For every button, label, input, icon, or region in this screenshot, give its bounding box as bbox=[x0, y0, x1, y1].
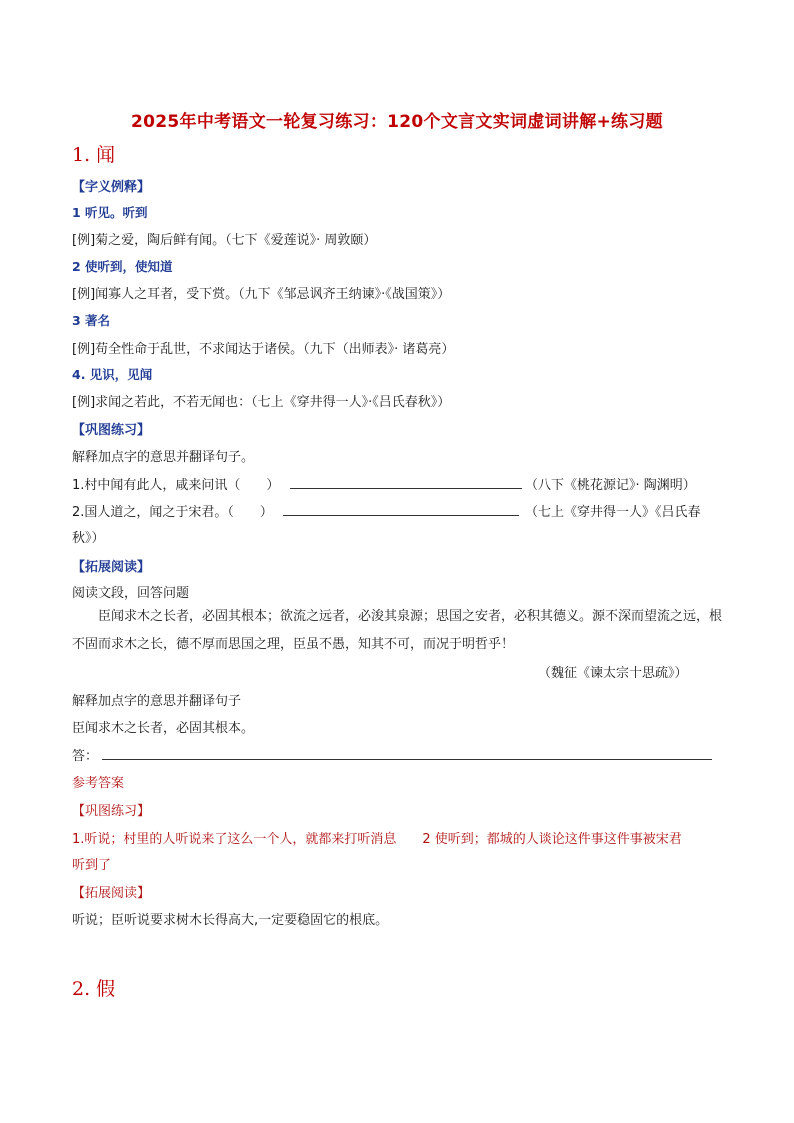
reading-source: （魏征《谏太宗十思疏》） bbox=[538, 666, 688, 681]
answers-reading-text: 听说；臣听说要求树木长得高大,一定要稳固它的根底。 bbox=[72, 913, 389, 928]
practice-section-heading: 【巩图练习】 bbox=[72, 423, 151, 438]
sense-example-2: [例]闻寡人之耳者，受下赏。（九下《邹忌讽齐王纳谏》·《战国策》） bbox=[72, 287, 451, 302]
answer-label: 答： bbox=[72, 749, 99, 764]
answers-practice-heading: 【巩图练习】 bbox=[72, 804, 151, 819]
reading-answer-line bbox=[72, 745, 712, 764]
sense-example-4: [例]求闻之若此，不若无闻也：（七上《穿井得一人》·《吕氏春秋》） bbox=[72, 395, 451, 410]
practice-intro: 解释加点字的意思并翻译句子。 bbox=[72, 450, 255, 465]
answers-practice-line-1: 1.听说；村里的人听说来了这么一个人，就都来打听消息 2 使听到；都城的人谈论这件事这件事被宋君 bbox=[72, 832, 682, 847]
answer-blank-1[interactable] bbox=[290, 476, 522, 489]
meaning-section-heading: 【字义例释】 bbox=[72, 180, 151, 195]
document-title: 2025年中考语文一轮复习练习：120个文言文实词虚词讲解+练习题 bbox=[131, 112, 663, 132]
practice-question-1-source: （八下《桃花源记》· 陶渊明） bbox=[525, 478, 696, 493]
practice-question-2-source-cont: 秋》） bbox=[72, 531, 105, 546]
sense-label-4: 4. 见识，见闻 bbox=[72, 367, 153, 382]
entry-heading-1: 1. 闻 bbox=[72, 144, 116, 166]
answer-blank-3[interactable] bbox=[102, 747, 712, 760]
reading-section-heading: 【拓展阅读】 bbox=[72, 560, 151, 575]
answers-heading: 参考答案 bbox=[72, 776, 125, 791]
reading-task: 解释加点字的意思并翻译句子 bbox=[72, 694, 242, 709]
sense-label-1: 1 听见。听到 bbox=[72, 205, 148, 220]
practice-question-1 bbox=[72, 474, 522, 493]
practice-question-2-source: （七上《穿井得一人》《吕氏春 bbox=[525, 505, 701, 520]
answers-practice-line-2: 听到了 bbox=[72, 858, 112, 873]
sense-label-3: 3 著名 bbox=[72, 313, 111, 328]
reading-intro: 阅读文段，回答问题 bbox=[72, 586, 190, 601]
practice-question-1-text: 1.村中闻有此人，咸来问讯（ ） bbox=[72, 478, 280, 493]
sense-label-2: 2 使听到，使知道 bbox=[72, 259, 173, 274]
reading-sentence: 臣闻求木之长者，必固其根本。 bbox=[72, 721, 255, 736]
reading-passage: 臣闻求木之长者，必固其根本；欲流之远者，必浚其泉源；思国之安者，必积其德义。源不深而望流之远，根不固而求木之长，德不厚而思国之理，臣虽不愚，知其不可，而况于明哲乎！ bbox=[72, 609, 723, 652]
practice-question-2-text: 2.国人道之，闻之于宋君。（ ） bbox=[72, 505, 273, 520]
practice-question-2 bbox=[72, 501, 519, 520]
sense-example-1: [例]菊之爱，陶后鲜有闻。（七下《爱莲说》· 周敦颐） bbox=[72, 233, 377, 248]
entry-heading-2: 2. 假 bbox=[72, 978, 116, 1000]
answer-blank-2[interactable] bbox=[283, 503, 519, 516]
sense-example-3: [例]苟全性命于乱世，不求闻达于诸侯。（九下（出师表》· 诸葛亮） bbox=[72, 342, 455, 357]
answers-reading-heading: 【拓展阅读】 bbox=[72, 886, 151, 901]
